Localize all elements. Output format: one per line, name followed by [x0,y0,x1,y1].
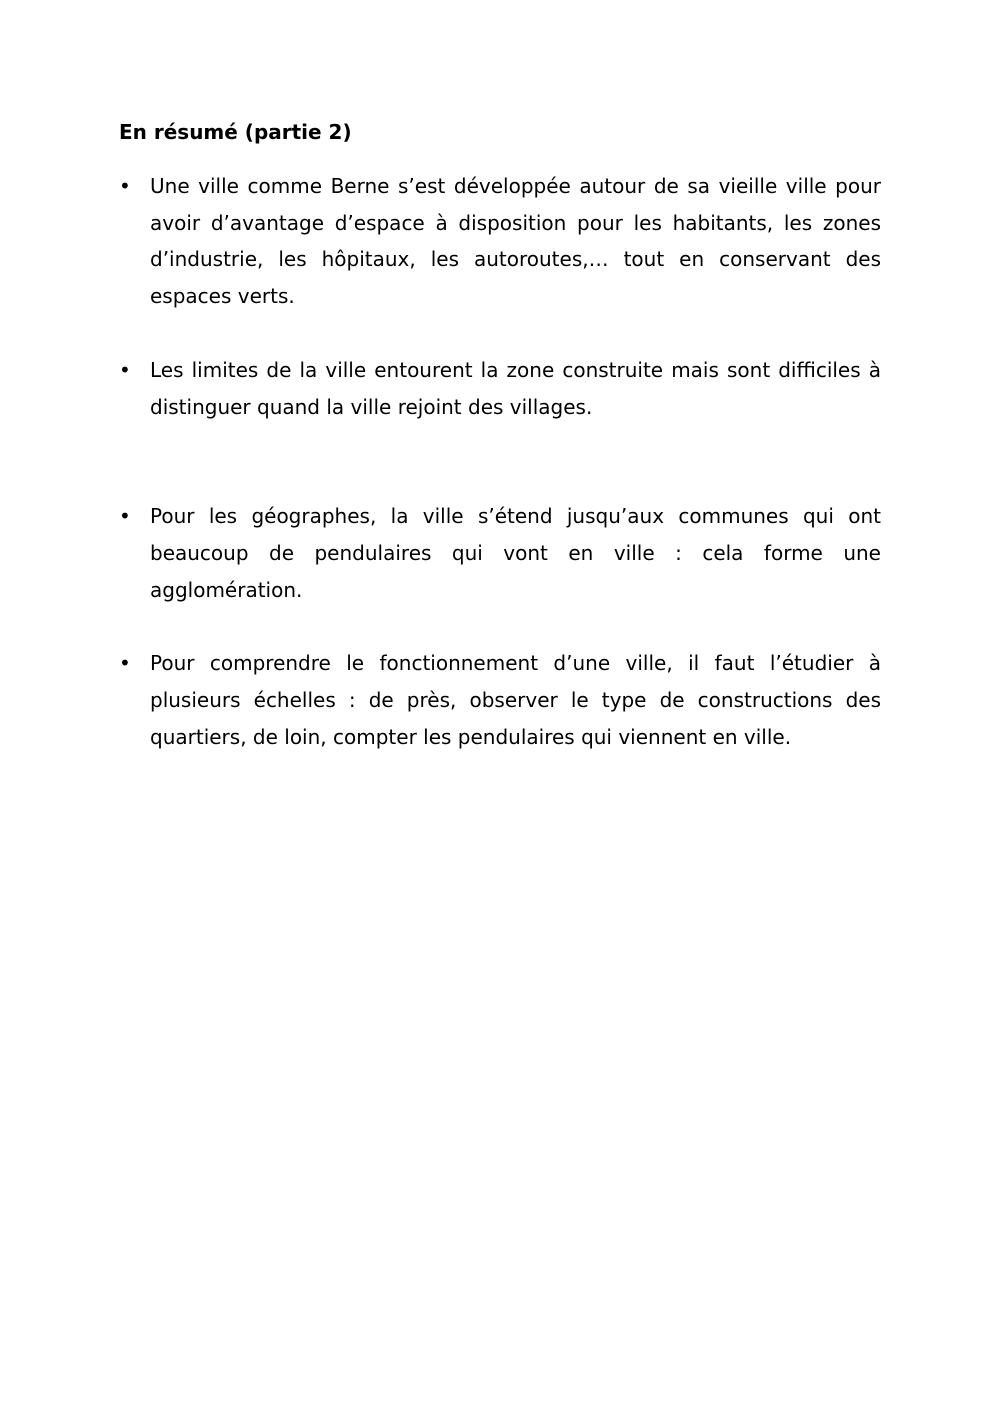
list-item [119,498,881,608]
list-item [119,352,881,425]
list-item-text: Les limites de la ville entourent la zone construite mais sont difficiles à distinguer quand la ville rejoint des villages. [150,357,881,419]
list-item-text: Une ville comme Berne s’est développée autour de sa vieille ville pour avoir d’avantage d’espace à disposition pour les habitants, les zones d’industrie, les hôpitaux, les autoroutes,… tout en conservant des espaces verts. [150,174,881,309]
list-item-text: Pour les géographes, la ville s’étend jusqu’aux communes qui ont beaucoup de pendulaires qui vont en ville : cela forme une agglomération. [150,504,881,602]
list-item [119,645,881,755]
bullet-icon: • [119,504,131,529]
page-title: En résumé (partie 2) [119,120,352,144]
list-item-text: Pour comprendre le fonctionnement d’une ville, il faut l’étudier à plusieurs échelles : de près, observer le type de constructions des quartiers, de loin, compter les pendulaires qui viennent en ville. [150,651,881,749]
list-item [119,168,881,315]
bullet-icon: • [119,357,131,382]
bullet-icon: • [119,174,131,198]
summary-list [119,168,881,755]
bullet-icon: • [119,651,131,676]
